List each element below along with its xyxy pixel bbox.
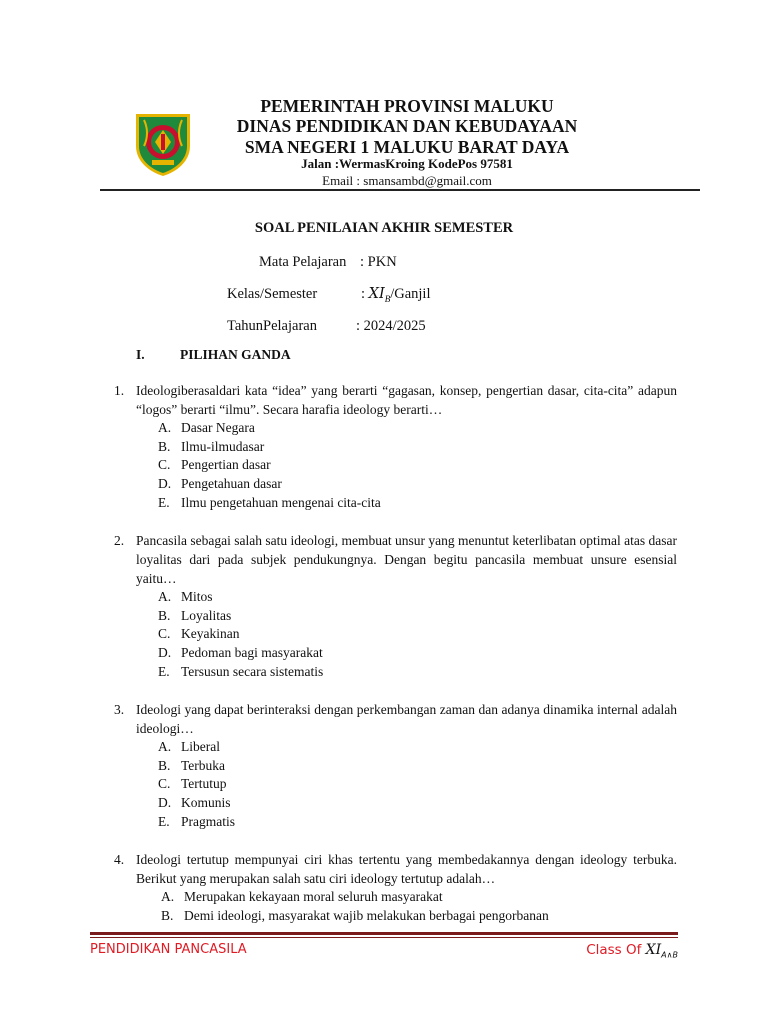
section-label: PILIHAN GANDA [180, 347, 291, 362]
class-suffix: /Ganjil [390, 286, 431, 302]
option-letter: C. [158, 457, 171, 473]
answer-option[interactable] [158, 475, 677, 494]
option-text: Demi ideologi, masyarakat wajib melakukan berbagai pengorbanan [184, 907, 549, 923]
option-letter: A. [158, 589, 172, 604]
year-label: TahunPelajaran [227, 318, 317, 334]
question-number: 4. [114, 852, 125, 867]
question-text: Ideologiberasaldari kata “idea” yang berarti “gagasan, konsep, pengertian dasar, cita-cita” adapun “logos” berarti “ilmu”. Secara harafia ideology berarti… [136, 383, 677, 417]
answer-option[interactable] [158, 757, 677, 776]
option-letter: B. [158, 438, 171, 454]
option-letter: C. [158, 626, 171, 642]
question-item [114, 700, 677, 832]
answer-option[interactable] [158, 813, 677, 832]
answer-options [158, 588, 677, 682]
option-letter: D. [158, 795, 172, 811]
option-letter: A. [158, 739, 172, 754]
option-text: Ilmu-ilmudasar [181, 438, 265, 454]
footer-class-subscript: A∧B [661, 950, 678, 960]
option-text: Dasar Negara [181, 420, 255, 435]
option-letter: E. [158, 663, 170, 679]
year-value: : 2024/2025 [356, 318, 426, 334]
option-text: Tersusun secara sistematis [181, 663, 324, 679]
option-text: Terbuka [181, 757, 226, 773]
footer-divider-thin [90, 937, 678, 938]
department-title: DINAS PENDIDIKAN DAN KEBUDAYAAN [236, 116, 578, 136]
option-text: Pragmatis [181, 813, 235, 829]
government-title: PEMERINTAH PROVINSI MALUKU [260, 96, 554, 116]
answer-option[interactable] [158, 588, 677, 607]
answer-option[interactable] [158, 794, 677, 813]
option-text: Pedoman bagi masyarakat [181, 645, 323, 661]
answer-option[interactable] [158, 494, 677, 513]
class-prefix: : [361, 286, 369, 302]
option-text: Komunis [181, 795, 231, 811]
class-value [361, 286, 431, 304]
question-item [114, 850, 677, 925]
class-subscript: B [384, 293, 391, 304]
option-letter: C. [158, 776, 171, 792]
option-letter: E. [158, 813, 170, 829]
answer-option[interactable] [158, 438, 677, 457]
option-text: Mitos [181, 589, 213, 604]
answer-option[interactable] [158, 738, 677, 757]
option-letter: B. [158, 607, 171, 623]
option-letter: D. [158, 476, 172, 492]
footer-class [586, 942, 678, 960]
option-text: Ilmu pengetahuan mengenai cita-cita [181, 494, 381, 510]
school-address: Jalan :WermasKroing KodePos 97581 [301, 156, 513, 171]
question-number: 2. [114, 533, 125, 548]
class-label: Kelas/Semester [227, 286, 318, 302]
subject-label: Mata Pelajaran [259, 254, 347, 270]
option-letter: A. [161, 889, 175, 904]
option-letter: B. [161, 907, 174, 923]
footer-subject: PENDIDIKAN PANCASILA [90, 942, 247, 957]
answer-options [158, 738, 677, 832]
letterhead-divider [100, 189, 700, 191]
option-letter: D. [158, 645, 172, 661]
question-text: Ideologi tertutup mempunyai ciri khas tertentu yang membedakannya dengan ideology terbuka. Berikut yang merupakan salah satu ciri ideology tertutup adalah… [136, 852, 677, 886]
footer-class-math: XI [645, 942, 662, 958]
document-title: SOAL PENILAIAN AKHIR SEMESTER [254, 220, 514, 236]
option-letter: E. [158, 494, 170, 510]
question-number: 3. [114, 702, 125, 717]
answer-option[interactable] [161, 888, 677, 907]
option-text: Pengetahuan dasar [181, 476, 282, 492]
subject-value: : PKN [360, 254, 397, 270]
option-text: Liberal [181, 739, 220, 754]
answer-option[interactable] [158, 456, 677, 475]
answer-option[interactable] [158, 625, 677, 644]
school-name: SMA NEGERI 1 MALUKU BARAT DAYA [244, 137, 570, 157]
answer-option[interactable] [158, 775, 677, 794]
option-text: Merupakan kekayaan moral seluruh masyarakat [184, 889, 443, 904]
section-number: I. [136, 347, 145, 362]
school-email: Email : smansambd@gmail.com [322, 173, 492, 188]
question-number: 1. [114, 383, 125, 398]
footer-class-prefix: Class Of [586, 942, 646, 958]
option-text: Keyakinan [181, 626, 240, 642]
question-item [114, 381, 677, 513]
answer-option[interactable] [158, 419, 677, 438]
answer-options [161, 888, 677, 925]
question-text: Pancasila sebagai salah satu ideologi, membuat unsur yang menuntut keterlibatan optimal atas dasar loyalitas dari pada subjek pendukungnya. Dengan begitu pancasila membuat unsure esensial yaitu… [136, 533, 677, 586]
footer-divider-thick [90, 932, 678, 935]
answer-option[interactable] [158, 607, 677, 626]
question-text: Ideologi yang dapat berinteraksi dengan perkembangan zaman dan adanya dinamika internal adalah ideologi… [136, 702, 677, 736]
answer-option[interactable] [158, 663, 677, 682]
answer-options [158, 419, 677, 513]
option-text: Tertutup [181, 776, 227, 792]
option-text: Loyalitas [181, 607, 232, 623]
class-math: XI [368, 286, 385, 302]
option-text: Pengertian dasar [181, 457, 271, 473]
option-letter: B. [158, 757, 171, 773]
answer-option[interactable] [161, 907, 677, 926]
option-letter: A. [158, 420, 172, 435]
answer-option[interactable] [158, 644, 677, 663]
question-item [114, 531, 677, 682]
